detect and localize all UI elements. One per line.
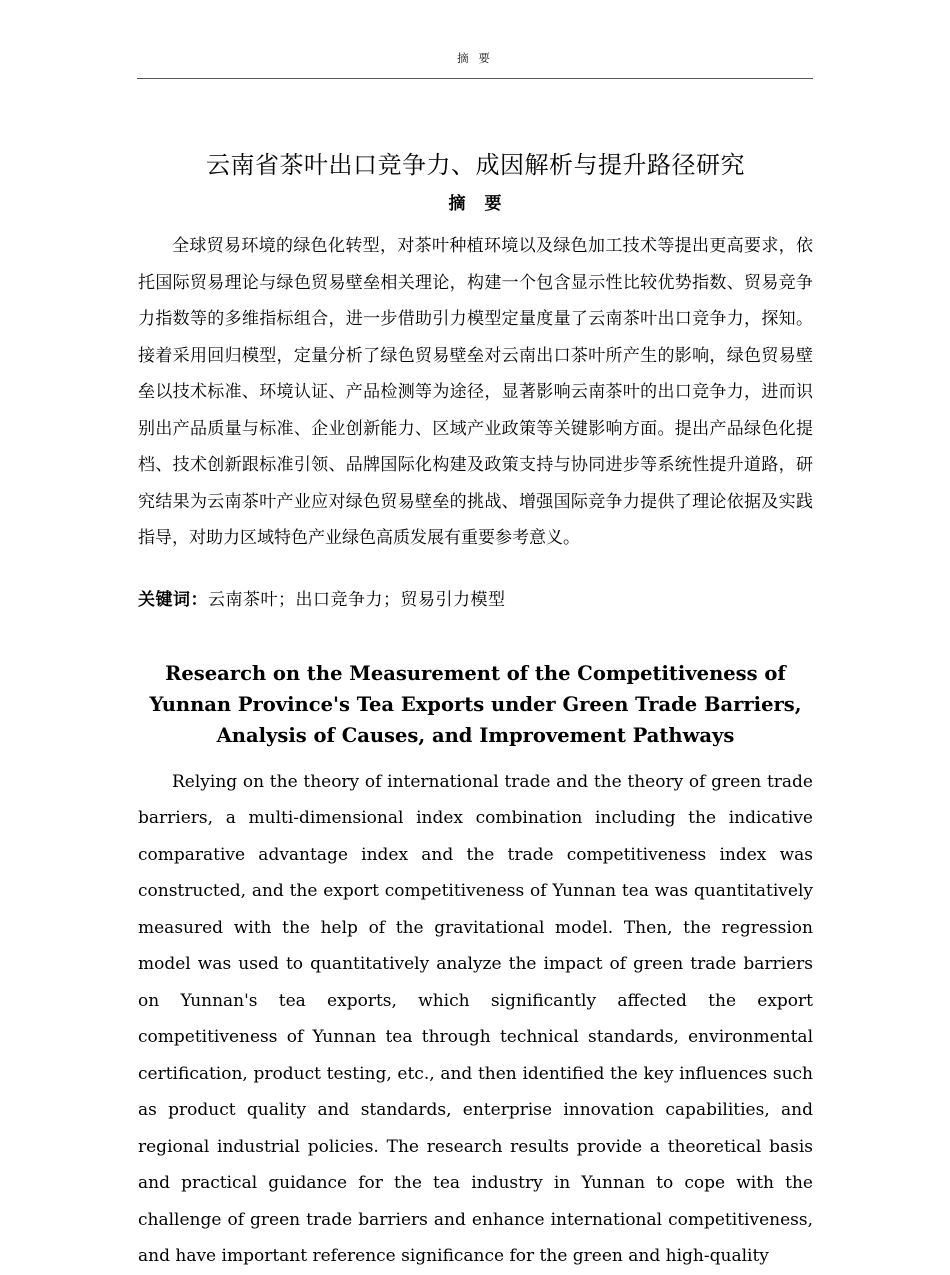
document-content	[138, 148, 813, 1275]
chinese-title: 云南省茶叶出口竞争力、成因解析与提升路径研究	[206, 151, 745, 179]
english-abstract-paragraph: Relying on the theory of international trade and the theory of green trade barriers, a multi-dimensional index combination including the indicative comparative advantage index and the trade competitiveness index was constructed, and the export competitiveness of Yunnan tea was quantitatively measured with the help of the gravitational model. Then, the regression model was used to quantitatively analyze the impact of green trade barriers on Yunnan's tea exports, which significantly affected the export competitiveness of Yunnan tea through technical standards, environmental certification, product testing, etc., and then identified the key influences such as product quality and standards, enterprise innovation capabilities, and regional industrial policies. The research results provide a theoretical basis and practical guidance for the tea industry in Yunnan to cope with the challenge of green trade barriers and enhance international competitiveness, and have important reference significance for the green and high-quality	[138, 771, 813, 1266]
chinese-abstract-paragraph: 全球贸易环境的绿色化转型，对茶叶种植环境以及绿色加工技术等提出更高要求，依托国际贸易理论与绿色贸易壁垒相关理论，构建一个包含显示性比较优势指数、贸易竞争力指数等的多维指标组合，进一步借助引力模型定量度量了云南茶叶出口竞争力，探知。接着采用回归模型，定量分析了绿色贸易壁垒对云南出口茶叶所产生的影响，绿色贸易壁垒以技术标准、环境认证、产品检测等为途径，显著影响云南茶叶的出口竞争力，进而识别出产品质量与标准、企业创新能力、区域产业政策等关键影响方面。提出产品绿色化提档、技术创新跟标准引领、品牌国际化构建及政策支持与协同进步等系统性提升道路，研究结果为云南茶叶产业应对绿色贸易壁垒的挑战、增强国际竞争力提供了理论依据及实践指导，对助力区域特色产业绿色高质发展有重要参考意义。	[138, 236, 813, 548]
english-title-line-1: Research on the Measurement of the Competitiveness of	[165, 661, 786, 685]
header-divider-rule	[137, 78, 813, 79]
chinese-abstract-heading: 摘 要	[448, 194, 503, 214]
chinese-keywords-line	[138, 584, 813, 616]
running-header-title: 摘 要	[457, 51, 493, 65]
english-title-line-3: Analysis of Causes, and Improvement Pathways	[216, 723, 735, 747]
chinese-keywords-label: 关键词：	[138, 589, 208, 610]
english-title-line-2: Yunnan Province's Tea Exports under Green Trade Barriers,	[149, 692, 802, 716]
english-title	[138, 658, 813, 751]
chinese-keywords-values: 云南茶叶；出口竞争力；贸易引力模型	[208, 589, 506, 610]
